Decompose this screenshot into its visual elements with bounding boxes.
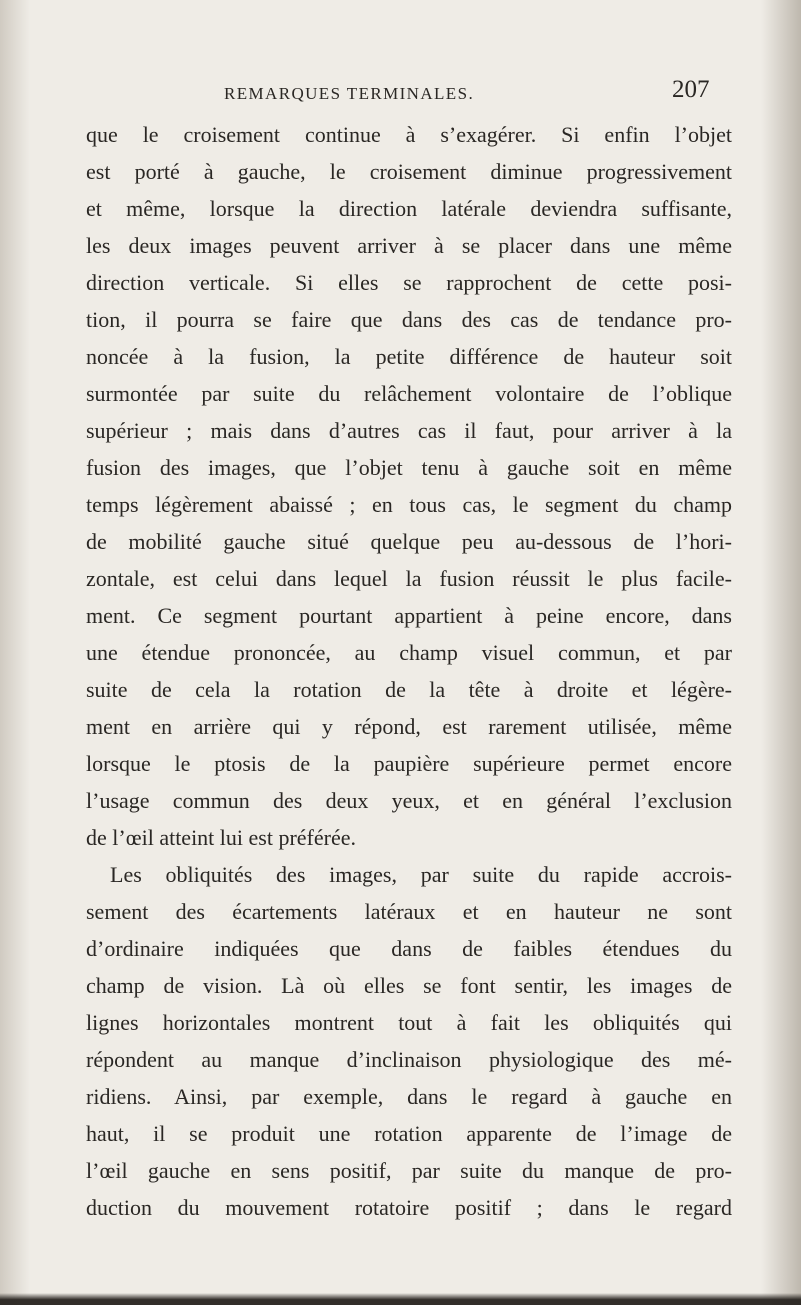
text-line: direction verticale. Si elles se rapprochent de cette posi- xyxy=(86,270,732,295)
text-line: que le croisement continue à s’exagérer. Si enfin l’objet xyxy=(86,122,732,147)
text-line: de mobilité gauche situé quelque peu au-dessous de l’hori- xyxy=(86,529,732,554)
text-line: noncée à la fusion, la petite différence de hauteur soit xyxy=(86,344,732,369)
page-edge-shadow-right xyxy=(761,0,801,1305)
text-line: zontale, est celui dans lequel la fusion réussit le plus facile- xyxy=(86,566,732,591)
text-line: de l’œil atteint lui est préférée. xyxy=(86,825,356,850)
text-line: l’usage commun des deux yeux, et en général l’exclusion xyxy=(86,788,732,813)
running-title: REMARQUES TERMINALES. xyxy=(224,84,475,103)
text-line: ment. Ce segment pourtant appartient à peine encore, dans xyxy=(86,603,732,628)
text-line: tion, il pourra se faire que dans des cas de tendance pro- xyxy=(86,307,732,332)
text-line: lorsque le ptosis de la paupière supérieure permet encore xyxy=(86,751,732,776)
page-number: 207 xyxy=(672,76,710,103)
text-line: sement des écartements latéraux et en hauteur ne sont xyxy=(86,899,732,924)
text-line: suite de cela la rotation de la tête à droite et légère- xyxy=(86,677,732,702)
text-line: l’œil gauche en sens positif, par suite du manque de pro- xyxy=(86,1158,732,1183)
text-line: temps légèrement abaissé ; en tous cas, le segment du champ xyxy=(86,492,732,517)
text-line: ridiens. Ainsi, par exemple, dans le regard à gauche en xyxy=(86,1084,732,1109)
text-line: ment en arrière qui y répond, est rarement utilisée, même xyxy=(86,714,732,739)
text-line: d’ordinaire indiquées que dans de faibles étendues du xyxy=(86,936,732,961)
scan-bottom-edge xyxy=(0,1293,801,1305)
text-line: fusion des images, que l’objet tenu à gauche soit en même xyxy=(86,455,732,480)
body-text xyxy=(86,116,732,1226)
text-line: Les obliquités des images, par suite du rapide accrois- xyxy=(110,862,732,887)
text-line: lignes horizontales montrent tout à fait les obliquités qui xyxy=(86,1010,732,1035)
page-edge-shadow-left xyxy=(0,0,30,1305)
text-line: est porté à gauche, le croisement diminue progressivement xyxy=(86,159,732,184)
text-line: champ de vision. Là où elles se font sentir, les images de xyxy=(86,973,732,998)
text-line: supérieur ; mais dans d’autres cas il faut, pour arriver à la xyxy=(86,418,732,443)
text-line: duction du mouvement rotatoire positif ; dans le regard xyxy=(86,1195,732,1220)
text-line: une étendue prononcée, au champ visuel commun, et par xyxy=(86,640,732,665)
text-line: et même, lorsque la direction latérale deviendra suffisante, xyxy=(86,196,732,221)
text-line: répondent au manque d’inclinaison physiologique des mé- xyxy=(86,1047,732,1072)
text-line: haut, il se produit une rotation apparente de l’image de xyxy=(86,1121,732,1146)
text-line: les deux images peuvent arriver à se placer dans une même xyxy=(86,233,732,258)
text-line: surmontée par suite du relâchement volontaire de l’oblique xyxy=(86,381,732,406)
